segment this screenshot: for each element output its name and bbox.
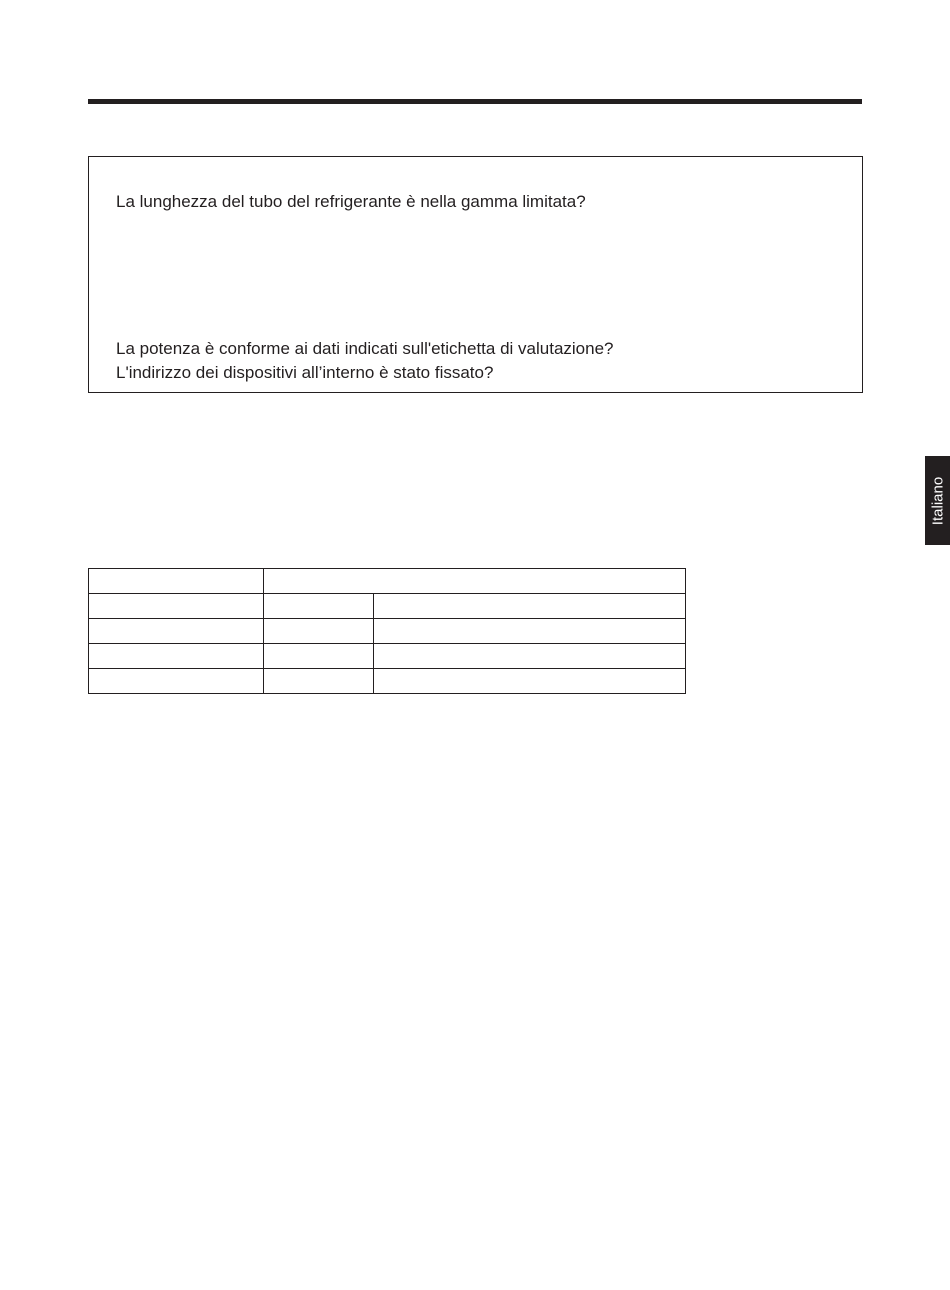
table-cell (374, 644, 686, 669)
table-cell (89, 669, 264, 694)
empty-record-table (88, 568, 686, 694)
table-row (89, 569, 686, 594)
table-cell (264, 569, 686, 594)
table-row (89, 594, 686, 619)
table-cell (264, 669, 374, 694)
table-cell (89, 644, 264, 669)
header-rule (88, 99, 862, 104)
table-row (89, 644, 686, 669)
table-cell (264, 644, 374, 669)
table-cell (89, 594, 264, 619)
checklist-box (88, 156, 863, 393)
language-tab (925, 456, 950, 545)
table-cell (374, 619, 686, 644)
checklist-item-indoor-address: L'indirizzo dei dispositivi all’interno è stato fissato? (116, 363, 494, 382)
table-cell (89, 569, 264, 594)
table-row (89, 619, 686, 644)
table-cell (89, 619, 264, 644)
table-cell (264, 594, 374, 619)
table-cell (374, 669, 686, 694)
table-row (89, 669, 686, 694)
checklist-item-pipe-length: La lunghezza del tubo del refrigerante è nella gamma limitata? (116, 192, 586, 211)
language-tab-label: Italiano (929, 476, 946, 525)
table-cell (374, 594, 686, 619)
table-cell (264, 619, 374, 644)
checklist-item-power-rating: La potenza è conforme ai dati indicati sull'etichetta di valutazione? (116, 339, 614, 358)
